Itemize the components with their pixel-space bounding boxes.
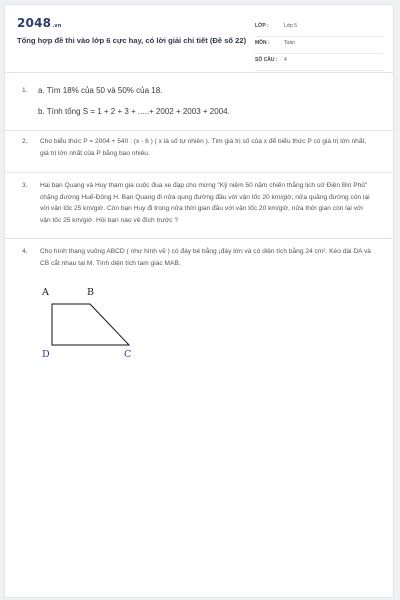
- question-number: 4.: [22, 248, 28, 255]
- document-page: [4, 4, 394, 598]
- logo-text: 2048: [17, 16, 52, 30]
- meta-label-question-count: SỐ CÂU :: [255, 57, 278, 63]
- trapezoid-figure: [45, 301, 135, 351]
- question-1-part-b: b. Tính tổng S = 1 + 2 + 3 + .....+ 2002 + 2003 + 2004.: [38, 107, 230, 116]
- question-3-text: Hai bạn Quang và Huy tham gia cuộc đua xe đạp cho mừng "Kỷ niệm 50 năm chiến thắng lịch sử Điện Bin Phủ" chặng đường Huế-Đông H. Bạn Quang đi nửa qung đường đầu với vận tốc 20 km/giờ, nửa quãng đường còn lại với vận tốc 25 km/giờ. Còn bạn Huy đi trong nửa thời gian đầu với vận tốc 20 km/giờ, nửa thời gian còn lại với vận tốc 25 km/giờ. Hỏi bạn nào về đích trước ?: [40, 182, 370, 224]
- meta-row-class: [255, 20, 383, 37]
- meta-label-class: LỚP :: [255, 23, 269, 29]
- question-separator: [5, 130, 393, 131]
- header-divider: [5, 72, 393, 73]
- meta-value-class: Lớp 5: [284, 23, 298, 29]
- meta-value-question-count: 4: [284, 57, 287, 63]
- document-header: [5, 5, 393, 69]
- question-1-part-a: a. Tìm 18% của 50 và 50% của 18.: [38, 86, 163, 95]
- vertex-label-c: C: [124, 349, 132, 360]
- meta-row-subject: [255, 37, 383, 54]
- question-2-text: Cho biểu thức P = 2004 + 540 : (x - 6 ) ( x là số tự nhiên ). Tìm giá trị số của x để biểu thức P có giá trị lớn nhất, giá trị lớn nhất của P bằng bao nhiêu.: [40, 138, 367, 157]
- question-4-text: Cho hình thang vuông ABCD ( như hình vẽ ) có đáy bé bằng ¡đáy lớn và có diện tích bằng 24 cm². Kéo dài DA và CB cắt nhau tại M. Tính diện tích tam giác MAB.: [40, 248, 371, 267]
- question-separator: [5, 238, 393, 239]
- site-logo[interactable]: [17, 16, 62, 30]
- vertex-label-b: B: [87, 287, 95, 298]
- question-separator: [5, 172, 393, 173]
- vertex-label-d: D: [42, 349, 50, 360]
- vertex-label-a: A: [42, 287, 49, 298]
- meta-label-subject: MÔN :: [255, 40, 270, 46]
- document-title: Tổng hợp đề thi vào lớp 6 cực hay, có lời giải chi tiết (Đề số 22): [17, 36, 247, 45]
- question-number: 3.: [22, 182, 28, 189]
- meta-row-question-count: [255, 54, 383, 71]
- logo-suffix: .vn: [52, 23, 62, 29]
- question-number: 1.: [22, 87, 28, 94]
- trapezoid-shape: [52, 304, 129, 345]
- meta-table: [255, 20, 383, 71]
- question-number: 2.: [22, 138, 28, 145]
- meta-value-subject: Toán: [284, 40, 295, 46]
